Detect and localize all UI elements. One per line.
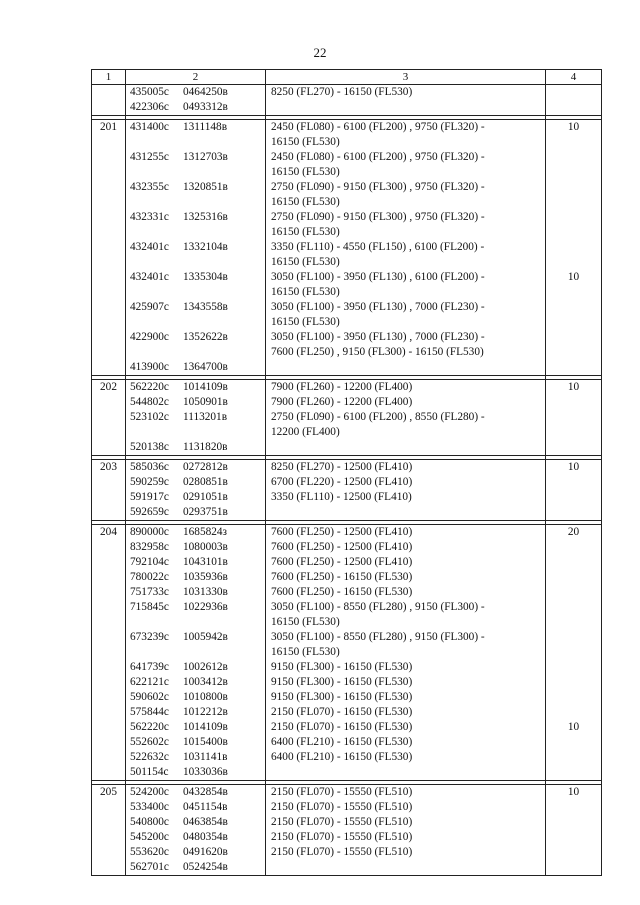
altitude-line: 3050 (FL100) - 3950 (FL130) , 6100 (FL200) - [271,271,485,283]
value-line: 10 [567,121,580,133]
longitude: 0480354в [183,831,228,843]
coordinate-line [126,720,265,735]
longitude: 1311148в [183,121,228,133]
longitude: 1335304в [183,271,228,283]
longitude: 1005942в [183,631,228,643]
altitude-line: 7600 (FL250) - 16150 (FL530) [271,586,413,598]
value-line: 10 [567,381,580,393]
latitude: 524200с [130,786,169,798]
spacer-line [546,135,601,150]
value-line [546,180,601,195]
coordinate-line [126,800,265,815]
value-line: 20 [567,526,580,538]
table-row [92,380,602,456]
spacer-line [126,645,265,660]
coordinate-line [126,85,265,100]
longitude: 1364700в [183,361,228,373]
coordinate-line [126,150,265,165]
altitude-line: 16150 (FL530) [271,196,340,208]
coordinate-line [126,410,265,425]
longitude: 1050901в [183,396,228,408]
airspace-table [91,69,602,876]
value-line [546,765,601,780]
latitude: 780022с [130,571,169,583]
coordinate-line [126,460,265,475]
latitude: 533400с [130,801,169,813]
value-line [546,750,601,765]
latitude: 562701с [130,861,169,873]
altitude-line: 2750 (FL090) - 9150 (FL300) , 9750 (FL320) - [271,211,485,223]
value-line [546,395,601,410]
spacer-line [546,255,601,270]
altitudes-cell [266,120,546,376]
values-cell [546,85,602,116]
coordinate-line [126,860,265,875]
coordinate-line [126,395,265,410]
altitude-line: 2150 (FL070) - 15550 (FL510) [271,801,413,813]
altitude-line: 2150 (FL070) - 15550 (FL510) [271,816,413,828]
altitude-line: 3350 (FL110) - 4550 (FL150) , 6100 (FL200) - [271,241,485,253]
coordinate-line [126,540,265,555]
longitude: 1012212в [183,706,228,718]
table-row [92,525,602,781]
latitude: 501154с [130,766,169,778]
altitudes-cell [266,785,546,876]
coordinate-line [126,750,265,765]
coordinate-line [126,505,265,520]
latitude: 552602с [130,736,169,748]
longitude: 0451154в [183,801,228,813]
value-line [546,150,601,165]
spacer-line [546,315,601,330]
table-row [92,460,602,521]
coordinate-line [126,765,265,780]
altitude-line: 16150 (FL530) [271,616,340,628]
latitude: 422900с [130,331,169,343]
altitude-line: 2150 (FL070) - 15550 (FL510) [271,831,413,843]
latitude: 425907с [130,301,169,313]
latitude: 422306с [130,101,169,113]
spacer-line [126,615,265,630]
latitude: 590602с [130,691,169,703]
latitude: 432355с [130,181,169,193]
coordinates-cell [126,785,266,876]
altitude-line: 7900 (FL260) - 12200 (FL400) [271,396,413,408]
value-line [546,540,601,555]
longitude: 1320851в [183,181,228,193]
longitude: 1003412в [183,676,228,688]
values-cell [546,785,602,876]
altitude-line: 8250 (FL270) - 16150 (FL530) [271,86,413,98]
coordinate-line [126,815,265,830]
altitude-line: 16150 (FL530) [271,316,340,328]
table-row [92,120,602,376]
latitude: 792104с [130,556,169,568]
latitude: 432331с [130,211,169,223]
latitude: 540800с [130,816,169,828]
value-line: 10 [567,461,580,473]
altitude-line: 3050 (FL100) - 3950 (FL130) , 7000 (FL230) - [271,331,485,343]
value-line [546,300,601,315]
altitudes-cell [266,525,546,781]
longitude: 1035936в [183,571,228,583]
values-cell [546,380,602,456]
latitude: 522632с [130,751,169,763]
longitude: 0291051в [183,491,228,503]
coordinate-line [126,555,265,570]
coordinate-line [126,180,265,195]
latitude: 575844с [130,706,169,718]
longitude: 1031330в [183,586,228,598]
longitude: 1043101в [183,556,228,568]
value-line [546,440,601,455]
longitude: 1033036в [183,766,228,778]
latitude: 432401с [130,241,169,253]
value-line [546,690,601,705]
header-col-4: 4 [546,70,602,85]
coordinates-cell [126,460,266,521]
values-cell [546,525,602,781]
latitude: 832958с [130,541,169,553]
spacer-line [266,505,545,520]
spacer-line [126,195,265,210]
altitude-line: 9150 (FL300) - 16150 (FL530) [271,661,413,673]
coordinate-line [126,705,265,720]
longitude: 1014109в [183,381,228,393]
zone-number: 205 [92,785,126,876]
coordinate-line [126,330,265,345]
spacer-line [126,165,265,180]
spacer-line [266,360,545,375]
zone-number: 201 [92,120,126,376]
altitudes-cell [266,380,546,456]
altitude-line: 7600 (FL250) - 12500 (FL410) [271,541,413,553]
value-line [546,210,601,225]
latitude: 562220с [130,721,169,733]
longitude: 1325316в [183,211,228,223]
altitude-line: 7600 (FL250) - 12500 (FL410) [271,556,413,568]
altitude-line: 7600 (FL250) - 12500 (FL410) [271,526,413,538]
altitude-line: 16150 (FL530) [271,256,340,268]
spacer-line [126,425,265,440]
value-line [546,675,601,690]
longitude: 1352622в [183,331,228,343]
coordinate-line [126,570,265,585]
latitude: 413900с [130,361,169,373]
longitude: 0463854в [183,816,228,828]
longitude: 0491620в [183,846,228,858]
coordinate-line [126,475,265,490]
longitude: 1031141в [183,751,228,763]
spacer-line [126,285,265,300]
latitude: 590259с [130,476,169,488]
value-line [546,100,601,115]
latitude: 673239с [130,631,169,643]
value-line [546,800,601,815]
coordinate-line [126,210,265,225]
coordinate-line [126,100,265,115]
altitude-line: 16150 (FL530) [271,646,340,658]
coordinate-line [126,600,265,615]
altitude-line: 7600 (FL250) - 16150 (FL530) [271,571,413,583]
value-line [546,735,601,750]
coordinate-line [126,440,265,455]
longitude: 0272812в [183,461,228,473]
longitude: 0293751в [183,506,228,518]
longitude: 1312703в [183,151,228,163]
latitude: 432401с [130,271,169,283]
altitude-line: 3050 (FL100) - 3950 (FL130) , 7000 (FL230) - [271,301,485,313]
altitudes-cell [266,460,546,521]
spacer-line [266,440,545,455]
latitude: 544802с [130,396,169,408]
page-number: 22 [313,45,327,60]
spacer-line [546,425,601,440]
value-line [546,830,601,845]
value-line [546,660,601,675]
latitude: 641739с [130,661,169,673]
longitude: 1014109в [183,721,228,733]
coordinate-line [126,525,265,540]
altitude-line: 2150 (FL070) - 16150 (FL530) [271,706,413,718]
altitude-line: 9150 (FL300) - 16150 (FL530) [271,691,413,703]
value-line: 10 [567,721,580,733]
header-col-1: 1 [92,70,126,85]
coordinate-line [126,845,265,860]
latitude: 545200с [130,831,169,843]
coordinate-line [126,585,265,600]
latitude: 520138с [130,441,169,453]
longitude: 1343558в [183,301,228,313]
value-line [546,630,601,645]
altitude-line: 6400 (FL210) - 16150 (FL530) [271,736,413,748]
values-cell [546,460,602,521]
zone-number [92,85,126,116]
latitude: 523102с [130,411,169,423]
spacer-line [266,860,545,875]
latitude: 585036с [130,461,169,473]
altitude-line: 9150 (FL300) - 16150 (FL530) [271,676,413,688]
coordinate-line [126,630,265,645]
altitude-line: 2450 (FL080) - 6100 (FL200) , 9750 (FL320) - [271,121,485,133]
value-line [546,860,601,875]
coordinates-cell [126,85,266,116]
spacer-line [126,315,265,330]
spacer-line [546,345,601,360]
value-line [546,85,601,100]
altitude-line: 2150 (FL070) - 15550 (FL510) [271,786,413,798]
value-line [546,600,601,615]
value-line [546,705,601,720]
latitude: 431255с [130,151,169,163]
value-line [546,505,601,520]
altitude-line: 3050 (FL100) - 8550 (FL280) , 9150 (FL300) - [271,601,485,613]
latitude: 890000с [130,526,169,538]
altitude-line: 2750 (FL090) - 9150 (FL300) , 9750 (FL320) - [271,181,485,193]
spacer-line [546,645,601,660]
spacer-line [546,195,601,210]
latitude: 591917с [130,491,169,503]
header-col-2: 2 [126,70,266,85]
spacer-line [546,615,601,630]
spacer-line [546,225,601,240]
latitude: 622121с [130,676,169,688]
altitude-line: 6700 (FL220) - 12500 (FL410) [271,476,413,488]
coordinate-line [126,490,265,505]
coordinates-cell [126,380,266,456]
coordinate-line [126,240,265,255]
value-line [546,555,601,570]
longitude: 1685824з [183,526,228,538]
value-line [546,570,601,585]
values-cell [546,120,602,376]
longitude: 1332104в [183,241,228,253]
longitude: 1015400в [183,736,228,748]
latitude: 431400с [130,121,169,133]
spacer-line [126,255,265,270]
longitude: 1113201в [183,411,228,423]
spacer-line [126,345,265,360]
spacer-line [266,765,545,780]
zone-number: 204 [92,525,126,781]
altitude-line: 6400 (FL210) - 16150 (FL530) [271,751,413,763]
altitude-line: 2150 (FL070) - 15550 (FL510) [271,846,413,858]
latitude: 751733с [130,586,169,598]
table-row [92,85,602,116]
coordinates-cell [126,525,266,781]
table-row [92,785,602,876]
header-col-3: 3 [266,70,546,85]
value-line [546,490,601,505]
altitude-line: 16150 (FL530) [271,166,340,178]
longitude: 0524254в [183,861,228,873]
coordinate-line [126,830,265,845]
altitude-line: 16150 (FL530) [271,226,340,238]
value-line [546,410,601,425]
value-line [546,845,601,860]
longitude: 1002612в [183,661,228,673]
value-line [546,585,601,600]
value-line [546,330,601,345]
longitude: 0280851в [183,476,228,488]
coordinate-line [126,300,265,315]
spacer-line [126,225,265,240]
value-line [546,240,601,255]
coordinate-line [126,120,265,135]
latitude: 592659с [130,506,169,518]
coordinate-line [126,360,265,375]
altitude-line: 16150 (FL530) [271,136,340,148]
altitude-line: 3050 (FL100) - 8550 (FL280) , 9150 (FL300) - [271,631,485,643]
longitude: 0493312в [183,101,228,113]
coordinate-line [126,380,265,395]
latitude: 553620с [130,846,169,858]
coordinate-line [126,735,265,750]
value-line: 10 [567,271,580,283]
altitude-line: 7900 (FL260) - 12200 (FL400) [271,381,413,393]
zone-number: 202 [92,380,126,456]
latitude: 562220с [130,381,169,393]
coordinates-cell [126,120,266,376]
spacer-line [126,135,265,150]
coordinate-line [126,270,265,285]
longitude: 0464250в [183,86,228,98]
value-line [546,475,601,490]
header-row [92,70,602,85]
altitude-line: 3350 (FL110) - 12500 (FL410) [271,491,412,503]
zone-number: 203 [92,460,126,521]
coordinate-line [126,785,265,800]
latitude: 435005с [130,86,169,98]
longitude: 1022936в [183,601,228,613]
altitude-line: 2450 (FL080) - 6100 (FL200) , 9750 (FL320) - [271,151,485,163]
latitude: 715845с [130,601,169,613]
coordinate-line [126,660,265,675]
value-line [546,815,601,830]
longitude: 1010800в [183,691,228,703]
altitude-line: 12200 (FL400) [271,426,340,438]
altitude-line: 2150 (FL070) - 16150 (FL530) [271,721,413,733]
altitude-line: 16150 (FL530) [271,286,340,298]
altitude-line: 8250 (FL270) - 12500 (FL410) [271,461,413,473]
spacer-line [546,285,601,300]
spacer-line [546,165,601,180]
longitude: 1080003в [183,541,228,553]
table-body [92,85,602,876]
coordinate-line [126,690,265,705]
spacer-line [266,100,545,115]
altitude-line: 2750 (FL090) - 6100 (FL200) , 8550 (FL280) - [271,411,485,423]
altitude-line: 7600 (FL250) , 9150 (FL300) - 16150 (FL530) [271,346,484,358]
longitude: 1131820в [183,441,228,453]
value-line: 10 [567,786,580,798]
longitude: 0432854в [183,786,228,798]
altitudes-cell [266,85,546,116]
coordinate-line [126,675,265,690]
value-line [546,360,601,375]
